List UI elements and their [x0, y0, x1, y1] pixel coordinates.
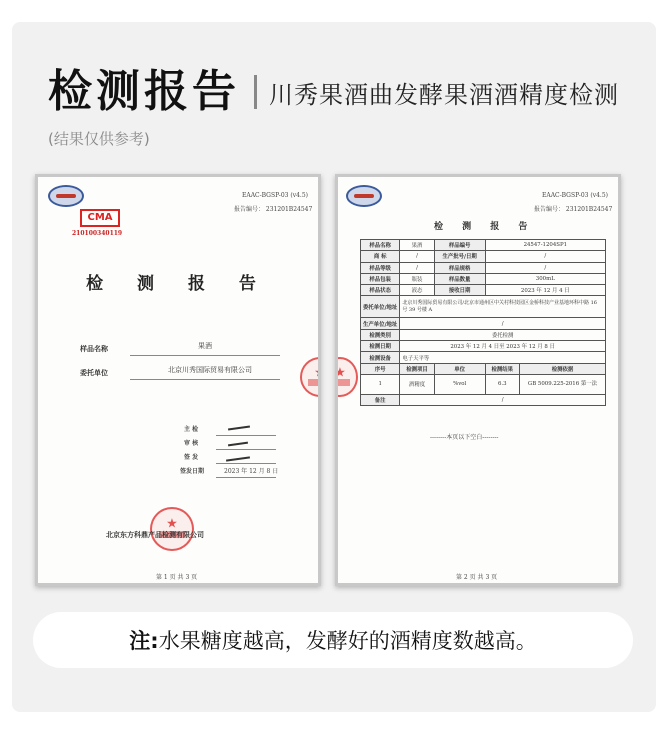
report-title: 检 测 报 告 — [86, 274, 270, 294]
note-lead: 注: — [129, 629, 159, 653]
sign-underline — [216, 449, 276, 450]
table-key: 商 标 — [361, 251, 400, 262]
report-cover-page — [35, 174, 321, 586]
table-row — [361, 363, 606, 374]
table-key: 备注 — [361, 394, 400, 405]
table-cell: 委托检测 — [400, 329, 606, 340]
table-key: 样品状态 — [361, 285, 400, 296]
table-row — [361, 251, 606, 262]
table-row — [361, 352, 606, 363]
table-key: 生产单位/地址 — [361, 318, 400, 329]
field-value: 北京川秀国际贸易有限公司 — [168, 366, 252, 374]
table-cell: / — [400, 251, 434, 262]
table-key: 样品编号 — [434, 240, 485, 251]
field-label: 委托单位 — [80, 368, 108, 377]
report-title: 检 测 报 告 — [434, 222, 536, 232]
table-cell: 瓶装 — [400, 273, 434, 284]
table-key: 序号 — [361, 363, 400, 374]
blank-note: --------本页以下空白-------- — [430, 434, 499, 441]
table-key: 检测类别 — [361, 329, 400, 340]
table-cell: / — [400, 318, 606, 329]
table-cell: / — [485, 262, 605, 273]
client-address: 北京川秀国际贸易有限公司/北京市通州区中关村科技园区金桥科技产业基地环科中路 16 号 39 号楼 A — [402, 300, 597, 313]
table-key: 样品包装 — [361, 273, 400, 284]
page-title: 检测报告 — [48, 66, 240, 117]
table-row — [361, 240, 606, 251]
official-seal-icon — [150, 507, 194, 551]
table-key: 样品规格 — [434, 262, 485, 273]
sign-label: 签 发 — [184, 454, 199, 461]
table-key: 检测日期 — [361, 341, 400, 352]
signature-mark — [228, 425, 250, 430]
table-cell: %vol — [434, 374, 485, 394]
sign-label: 审 核 — [184, 440, 199, 447]
result-note: (结果仅供参考) — [48, 130, 150, 148]
seam-seal-icon — [335, 357, 358, 397]
table-key: 单位 — [434, 363, 485, 374]
table-row — [361, 374, 606, 394]
signature-mark — [226, 456, 250, 461]
table-key: 样品名称 — [361, 240, 400, 251]
table-cell: GB 5009.225-2016 第一法 — [519, 374, 605, 394]
result-table — [360, 239, 606, 406]
sign-underline — [216, 463, 276, 464]
seam-seal-icon — [300, 357, 321, 397]
table-row — [361, 318, 606, 329]
table-cell: 24547-1204SP1 — [485, 240, 605, 251]
issuer-name: 北京东方科鼎产品检测有限公司 — [106, 530, 204, 539]
footer-note — [33, 612, 633, 668]
table-key: 样品数量 — [434, 273, 485, 284]
table-row — [361, 273, 606, 284]
page-header — [48, 66, 619, 117]
page-subtitle: 川秀果酒曲发酵果酒酒精度检测 — [269, 80, 619, 109]
title-divider — [254, 75, 257, 109]
table-cell: 300mL — [485, 273, 605, 284]
table-cell: 果酒 — [400, 240, 434, 251]
field-underline — [130, 355, 280, 356]
report-result-page — [335, 174, 621, 586]
table-cell: 电子天平等 — [400, 352, 606, 363]
table-key: 检测结果 — [485, 363, 519, 374]
doc-code: EAAC-BGSP-03 (v4.5) — [542, 192, 608, 199]
sign-date: 2023 年 12 月 8 日 — [224, 468, 279, 475]
table-key: 接收日期 — [434, 285, 485, 296]
table-key: 委托单位/地址 — [361, 296, 400, 318]
table-cell — [400, 296, 606, 318]
cma-number: 210100340119 — [72, 230, 123, 237]
table-row — [361, 285, 606, 296]
table-cell: 2023 年 12 月 4 日 — [485, 285, 605, 296]
cma-mark: CMA — [80, 209, 120, 227]
sign-underline — [216, 435, 276, 436]
table-key: 检测设备 — [361, 352, 400, 363]
field-label: 样品名称 — [80, 344, 108, 353]
note-text: 水果糖度越高，发酵好的酒精度数越高。 — [158, 629, 537, 653]
page-number: 第 2 页 共 3 页 — [456, 574, 498, 581]
sign-label: 签发日期 — [180, 468, 205, 475]
table-cell: 1 — [361, 374, 400, 394]
table-row — [361, 394, 606, 405]
table-key: 生产批号/日期 — [434, 251, 485, 262]
signature-mark — [228, 442, 248, 447]
report-number: 报告编号： 231201B24547 — [234, 206, 313, 213]
company-logo-icon — [346, 185, 382, 207]
table-row — [361, 329, 606, 340]
table-cell: / — [400, 394, 606, 405]
table-cell: 酒精度 — [400, 374, 434, 394]
report-number: 报告编号： 231201B24547 — [534, 206, 613, 213]
sign-label: 主 检 — [184, 426, 199, 433]
field-underline — [130, 379, 280, 380]
company-logo-icon — [48, 185, 84, 207]
table-cell: 6.3 — [485, 374, 519, 394]
table-cell: / — [485, 251, 605, 262]
doc-code: EAAC-BGSP-03 (v4.5) — [242, 192, 308, 199]
table-row — [361, 262, 606, 273]
table-row — [361, 296, 606, 318]
table-cell: 2023 年 12 月 4 日至 2023 年 12 月 8 日 — [400, 341, 606, 352]
page-number: 第 1 页 共 3 页 — [156, 574, 198, 581]
table-key: 检测依据 — [519, 363, 605, 374]
table-cell: / — [400, 262, 434, 273]
table-cell: 液态 — [400, 285, 434, 296]
table-key: 样品等级 — [361, 262, 400, 273]
field-value: 果酒 — [198, 342, 212, 350]
sign-underline — [216, 477, 276, 478]
table-key: 检测项目 — [400, 363, 434, 374]
table-row — [361, 341, 606, 352]
